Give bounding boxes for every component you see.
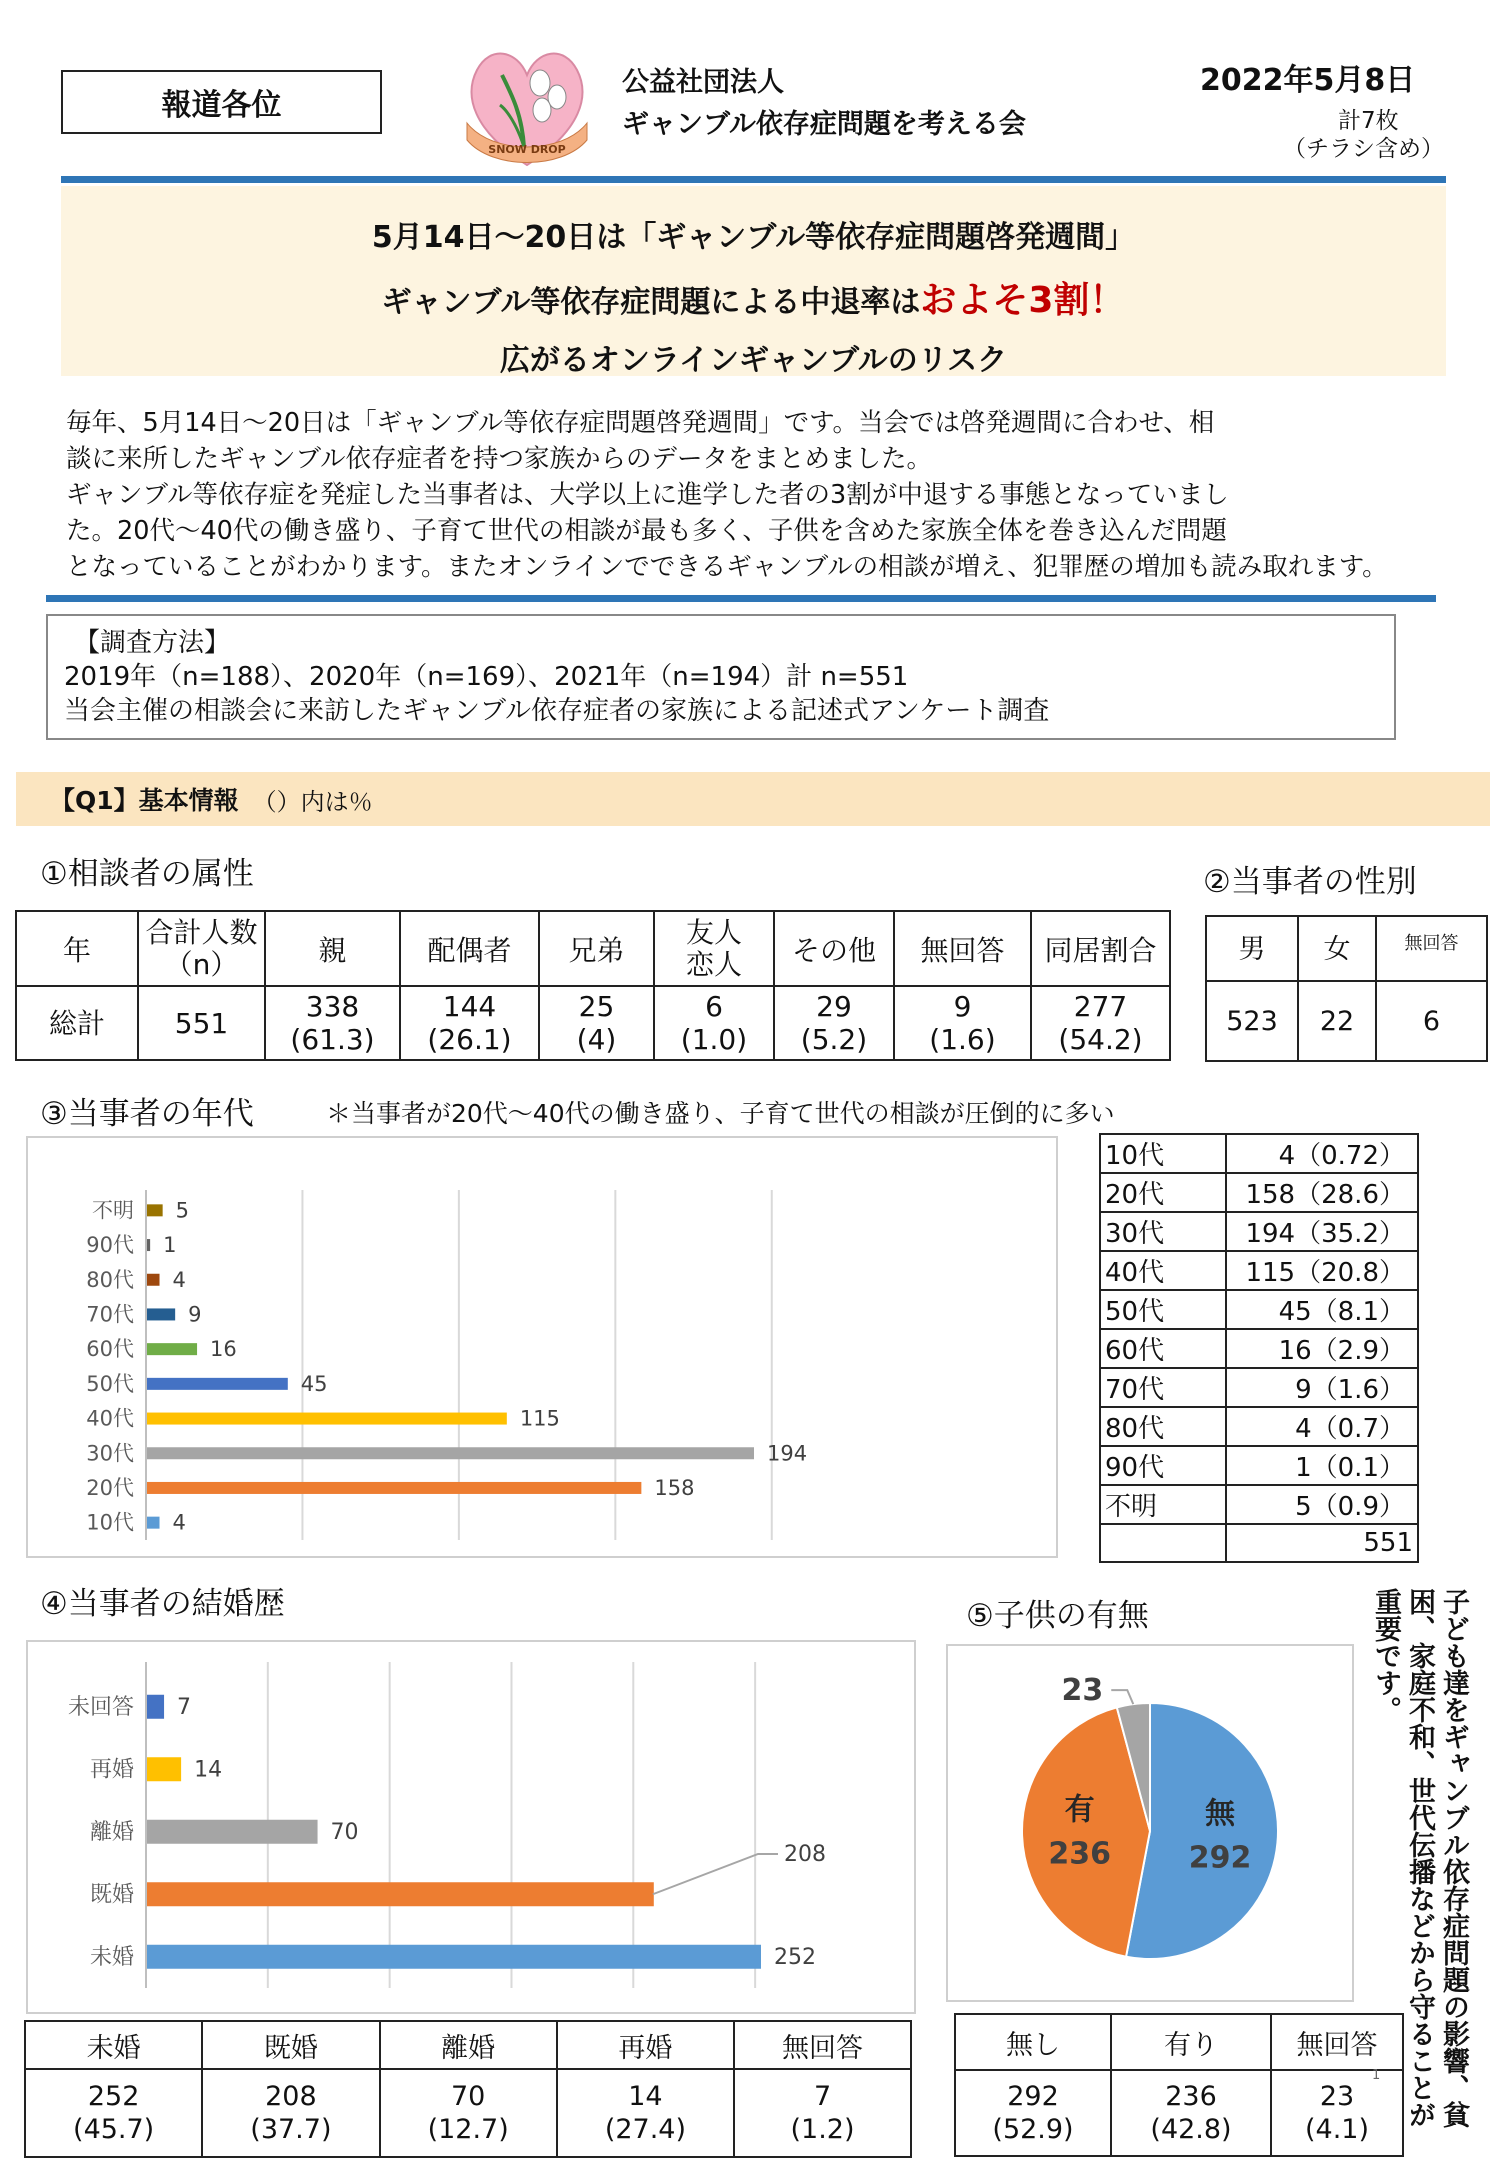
th-no-children: 無し — [955, 2014, 1111, 2070]
age-bar-chart — [28, 1138, 1056, 1556]
th-lover-label: 恋人 — [685, 947, 742, 981]
category-label: 50代 — [86, 1371, 134, 1396]
age-count: 16（2.9） — [1226, 1329, 1418, 1368]
cell-female: 22 — [1298, 981, 1376, 1061]
data-label: 208 — [784, 1842, 826, 1867]
age-table-row — [1100, 1368, 1418, 1407]
age-count: 9（1.6） — [1226, 1368, 1418, 1407]
method-line-2: 当会主催の相談会に来訪したギャンブル依存症者の家族による記述式アンケート調査 — [64, 696, 1050, 726]
age-table-row — [1100, 1329, 1418, 1368]
th-sibling: 兄弟 — [539, 911, 654, 986]
intro-paragraph — [66, 405, 1388, 585]
age-count: 4（0.7） — [1226, 1407, 1418, 1446]
category-label: 再婚 — [89, 1757, 134, 1783]
intro-rule — [46, 595, 1436, 602]
intro-line: 毎年、5月14日～20日は「ギャンブル等依存症問題啓発週間」です。当会では啓発週間に合わせ、相 — [66, 408, 1215, 438]
data-label: 4 — [172, 1510, 186, 1535]
side-note: 子ども達をギャンブル依存症問題の影響、貧困、家庭不和、世代伝播などから守ることが重要です。 — [1370, 1588, 1469, 2128]
row-total: 551 — [138, 986, 265, 1060]
th-other: その他 — [774, 911, 894, 986]
data-label: 16 — [210, 1337, 237, 1362]
cell-no-answer: 9 (1.6) — [894, 986, 1031, 1060]
cell-parent: 338 (61.3) — [265, 986, 400, 1060]
data-label: 115 — [519, 1406, 560, 1431]
cell-sibling: 25 (4) — [539, 986, 654, 1060]
th-male: 男 — [1206, 916, 1298, 981]
recipient-box — [61, 70, 382, 134]
th-total-label: 合計人数 — [145, 915, 258, 949]
headline-emphasis: およそ3割！ — [920, 280, 1126, 321]
data-label: 4 — [172, 1267, 186, 1292]
marital-chart-frame — [26, 1640, 916, 2014]
th-friend — [654, 911, 774, 986]
slice-label: 無 — [1205, 1796, 1236, 1832]
headline-line-2 — [61, 272, 1446, 323]
category-label: 未婚 — [89, 1944, 134, 1970]
data-label: 9 — [188, 1302, 202, 1327]
age-count: 194（35.2） — [1226, 1212, 1418, 1251]
data-label: 70 — [330, 1819, 359, 1845]
section-5-title: ⑤子供の有無 — [966, 1598, 1149, 1634]
cell-male: 523 — [1206, 981, 1298, 1061]
page-number: 1 — [1372, 2068, 1381, 2083]
page-count-note: （チラシ含め） — [1283, 136, 1444, 162]
age-group: 80代 — [1100, 1407, 1226, 1446]
age-group: 40代 — [1100, 1251, 1226, 1290]
bar — [147, 1378, 288, 1390]
recipient-label: 報道各位 — [161, 88, 282, 123]
intro-line: となっていることがわかります。またオンラインでできるギャンブルの相談が増え、犯罪歴の増加も読み取れます。 — [66, 552, 1388, 582]
category-label: 離婚 — [89, 1819, 134, 1845]
age-group: 50代 — [1100, 1290, 1226, 1329]
method-title: 【調査方法】 — [74, 628, 231, 658]
th-cohabit: 同居割合 — [1031, 911, 1170, 986]
age-count: 4（0.72） — [1226, 1134, 1418, 1173]
headline-line-3: 広がるオンラインギャンブルのリスク — [499, 343, 1008, 378]
age-table-row — [1100, 1290, 1418, 1329]
slice-label: 有 — [1064, 1792, 1095, 1828]
category-label: 40代 — [86, 1406, 134, 1431]
category-label: 70代 — [86, 1302, 134, 1327]
org-line-1: 公益社団法人 — [622, 67, 784, 98]
age-table-row — [1100, 1134, 1418, 1173]
th-has-children: 有り — [1111, 2014, 1271, 2070]
th-married: 既婚 — [202, 2021, 379, 2069]
age-table-row — [1100, 1251, 1418, 1290]
gender-table — [1205, 915, 1488, 1062]
slice-value: 23 — [1061, 1673, 1104, 1709]
method-line-1: 2019年（n=188）、2020年（n=169）、2021年（n=194）計 n=551 — [64, 662, 909, 692]
section-2-title: ②当事者の性別 — [1203, 864, 1417, 900]
cell-has-children: 236 (42.8) — [1111, 2070, 1271, 2156]
age-count: 158（28.6） — [1226, 1173, 1418, 1212]
category-label: 未回答 — [67, 1694, 134, 1720]
age-group: 10代 — [1100, 1134, 1226, 1173]
th-remarried: 再婚 — [557, 2021, 734, 2069]
cell-no-children: 292 (52.9) — [955, 2070, 1111, 2156]
age-count: 115（20.8） — [1226, 1251, 1418, 1290]
data-label: 14 — [194, 1757, 223, 1783]
data-label: 7 — [177, 1694, 192, 1720]
th-total-n: （n） — [164, 947, 239, 981]
bar — [147, 1517, 160, 1529]
age-group: 不明 — [1100, 1485, 1226, 1524]
logo-text: SNOW DROP — [488, 143, 566, 156]
category-label: 30代 — [86, 1441, 134, 1466]
headline-line-2-text: ギャンブル等依存症問題による中退率は — [381, 285, 921, 320]
age-group: 20代 — [1100, 1173, 1226, 1212]
th-divorced: 離婚 — [380, 2021, 557, 2069]
marital-bar-chart — [28, 1642, 914, 2012]
th-female: 女 — [1298, 916, 1376, 981]
children-pie-chart — [948, 1646, 1352, 2000]
th-parent: 親 — [265, 911, 400, 986]
age-table-row — [1100, 1446, 1418, 1485]
cell-other: 29 (5.2) — [774, 986, 894, 1060]
data-label: 5 — [175, 1198, 190, 1223]
th-marital-no-answer: 無回答 — [734, 2021, 911, 2069]
age-chart-frame — [26, 1136, 1058, 1558]
headline-panel — [61, 186, 1446, 376]
age-table-row — [1100, 1212, 1418, 1251]
age-group: 60代 — [1100, 1329, 1226, 1368]
age-table-row — [1100, 1485, 1418, 1524]
report-date: 2022年5月8日 — [1200, 63, 1416, 98]
bar — [147, 1820, 318, 1844]
th-year: 年 — [16, 911, 138, 986]
slice-value: 292 — [1188, 1840, 1252, 1876]
category-label: 80代 — [86, 1267, 134, 1292]
slice-value: 236 — [1048, 1836, 1111, 1872]
cell-divorced: 70 (12.7) — [380, 2069, 557, 2157]
cell-gender-no-answer: 6 — [1376, 981, 1487, 1061]
section-4-title: ④当事者の結婚歴 — [40, 1586, 285, 1622]
q1-note: （）内は％ — [252, 787, 373, 816]
data-label: 252 — [774, 1944, 816, 1970]
intro-line: 談に来所したギャンブル依存症者を持つ家族からのデータをまとめました。 — [66, 444, 932, 474]
survey-method-box — [46, 614, 1396, 740]
cell-friend: 6 (1.0) — [654, 986, 774, 1060]
age-count: 45（8.1） — [1226, 1290, 1418, 1329]
cell-spouse: 144 (26.1) — [400, 986, 539, 1060]
age-table-total-row — [1100, 1524, 1418, 1562]
age-table-row — [1100, 1173, 1418, 1212]
age-total-label — [1100, 1524, 1226, 1562]
bar — [147, 1204, 163, 1216]
data-label: 194 — [767, 1441, 808, 1466]
age-table-row — [1100, 1407, 1418, 1446]
bar — [147, 1308, 175, 1320]
cell-married: 208 (37.7) — [202, 2069, 379, 2157]
children-table — [954, 2013, 1404, 2157]
children-chart-frame — [946, 1644, 1354, 2002]
bar — [147, 1482, 641, 1494]
section-3-title: ③当事者の年代 — [40, 1096, 254, 1132]
bar — [147, 1343, 197, 1355]
cell-cohabit: 277 (54.2) — [1031, 986, 1170, 1060]
cell-marital-no-answer: 7 (1.2) — [734, 2069, 911, 2157]
age-count: 5（0.9） — [1226, 1485, 1418, 1524]
bar — [147, 1695, 164, 1719]
data-label: 1 — [163, 1233, 177, 1258]
bar — [147, 1945, 761, 1969]
cell-children-no-answer: 23 (4.1) — [1271, 2070, 1403, 2156]
marital-table — [24, 2020, 912, 2158]
bar — [147, 1239, 150, 1251]
age-count: 1（0.1） — [1226, 1446, 1418, 1485]
intro-line: た。20代～40代の働き盛り、子育て世代の相談が最も多く、子供を含めた家族全体を巻き込んだ問題 — [66, 516, 1227, 546]
category-label: 不明 — [92, 1198, 134, 1223]
age-table — [1099, 1133, 1419, 1563]
leader-line — [653, 1854, 778, 1894]
q1-title: 【Q1】基本情報 — [50, 786, 239, 815]
bar — [147, 1413, 507, 1425]
section-3-note: ＊当事者が20代～40代の働き盛り、子育て世代の相談が圧倒的に多い — [326, 1099, 1115, 1128]
page-count: 計7枚 — [1338, 108, 1399, 134]
age-total: 551 — [1226, 1524, 1418, 1562]
section-1-title: ①相談者の属性 — [40, 856, 254, 892]
th-total — [138, 911, 265, 986]
intro-line: ギャンブル等依存症を発症した当事者は、大学以上に進学した者の3割が中退する事態となっていまし — [66, 480, 1229, 510]
bar — [147, 1757, 181, 1781]
category-label: 90代 — [86, 1233, 134, 1258]
header-rule — [61, 176, 1446, 183]
bar — [147, 1447, 754, 1459]
age-group: 30代 — [1100, 1212, 1226, 1251]
org-line-2: ギャンブル依存症問題を考える会 — [622, 109, 1026, 140]
th-gender-no-answer: 無回答 — [1376, 916, 1487, 981]
th-children-no-answer: 無回答 — [1271, 2014, 1403, 2070]
data-label: 45 — [300, 1371, 328, 1396]
cell-unmarried: 252 (45.7) — [25, 2069, 202, 2157]
category-label: 既婚 — [89, 1882, 134, 1908]
th-spouse: 配偶者 — [400, 911, 539, 986]
age-group: 70代 — [1100, 1368, 1226, 1407]
bar — [147, 1274, 160, 1286]
row-label: 総計 — [16, 986, 138, 1060]
age-group: 90代 — [1100, 1446, 1226, 1485]
q1-header — [16, 772, 1490, 826]
th-unmarried: 未婚 — [25, 2021, 202, 2069]
consulter-attributes-table — [15, 910, 1171, 1061]
snowdrop-logo — [462, 35, 592, 175]
leader-line — [1111, 1690, 1133, 1704]
th-no-answer: 無回答 — [894, 911, 1031, 986]
headline-line-1: 5月14日～20日は「ギャンブル等依存症問題啓発週間」 — [371, 220, 1136, 255]
data-label: 158 — [654, 1475, 695, 1500]
category-label: 10代 — [86, 1510, 134, 1535]
category-label: 60代 — [86, 1337, 134, 1362]
bar — [147, 1882, 654, 1906]
cell-remarried: 14 (27.4) — [557, 2069, 734, 2157]
th-friend-label: 友人 — [685, 915, 742, 949]
category-label: 20代 — [86, 1475, 134, 1500]
